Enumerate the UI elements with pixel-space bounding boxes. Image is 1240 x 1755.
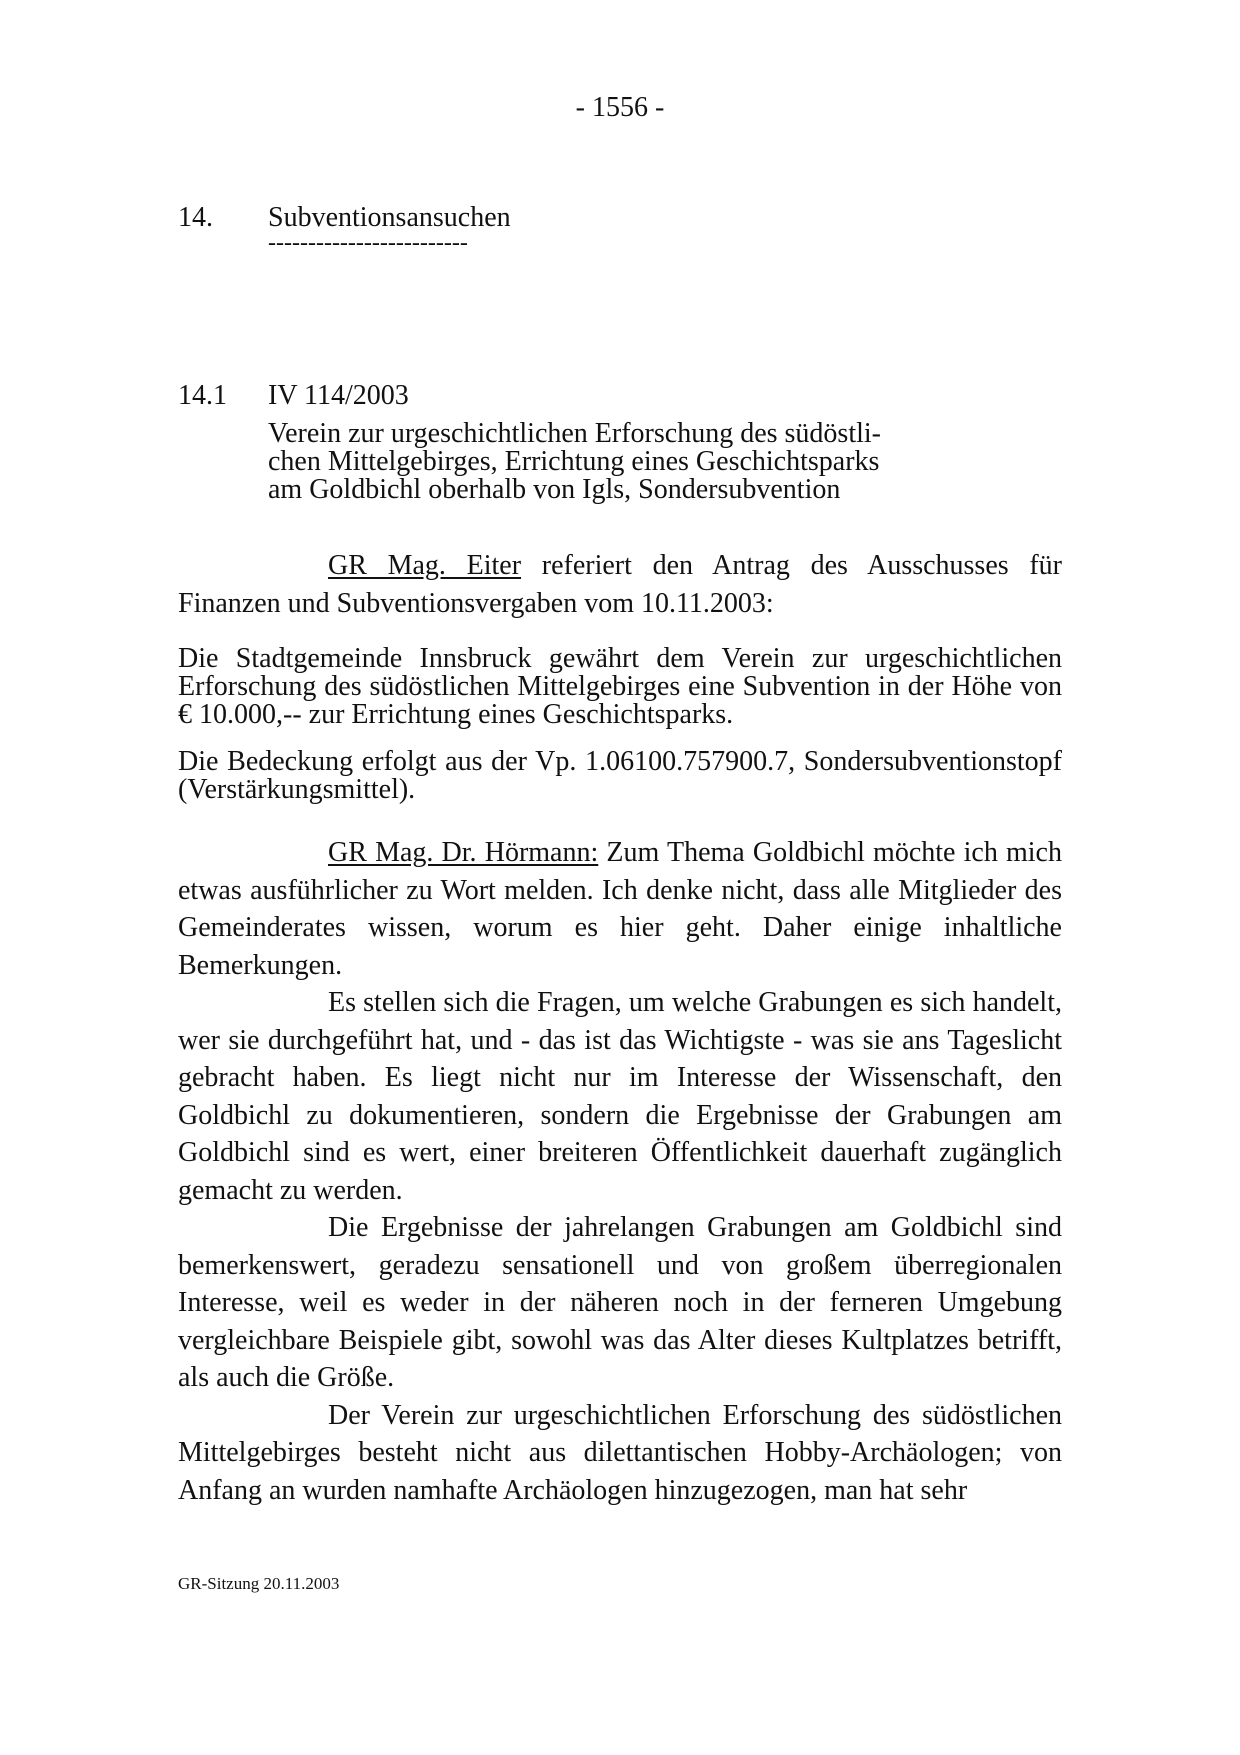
subsection-description	[268, 420, 948, 504]
subsection-number: 14.1	[178, 380, 227, 411]
description-line: Verein zur urgeschichtlichen Erforschung des südöstli-	[268, 418, 881, 449]
coverage-paragraph: Die Bedeckung erfolgt aus der Vp. 1.06100.757900.7, Sondersubventionstopf (Verstärkungsmittel).	[178, 746, 1062, 805]
intro-text: referiert den Antrag des Ausschusses für Finanzen und Subventionsvergaben vom 10.11.2003:	[178, 550, 1063, 619]
subsection-reference: IV 114/2003	[268, 380, 409, 411]
speech-paragraph: Der Verein zur urgeschichtlichen Erforschung des südöstlichen Mittelgebirges besteht nicht aus dilettantischen Hobby-Archäologen; von Anfang an wurden namhafte Archäologen hinzugezogen, man hat sehr	[178, 1399, 1062, 1506]
description-line: chen Mittelgebirges, Errichtung eines Geschichtsparks	[268, 446, 880, 477]
description-line: am Goldbichl oberhalb von Igls, Sondersubvention	[268, 474, 841, 505]
speech-paragraph	[178, 834, 1062, 984]
footer-session-date: GR-Sitzung 20.11.2003	[178, 1574, 340, 1593]
speaker-hoermann: GR Mag. Dr. Hörmann:	[328, 837, 599, 868]
speech-paragraph: Die Ergebnisse der jahrelangen Grabungen am Goldbichl sind bemerkenswert, geradezu sensationell und von großem überregionalen Interesse, weil es weder in der näheren noch in der ferneren Umgebung vergleichbare Beispiele gibt, sowohl was das Alter dieses Kultplatzes betrifft, als auch die Größe.	[178, 1212, 1062, 1393]
page-number: - 1556 -	[575, 92, 665, 123]
intro-paragraph	[178, 547, 1062, 622]
section-number: 14.	[178, 202, 213, 233]
speech-text: Zum Thema Goldbichl möchte ich mich etwas ausführlicher zu Wort melden. Ich denke nicht, dass alle Mitglieder des Gemeinderates wissen, worum es hier geht. Daher einige inhaltliche Bemerkungen.	[178, 837, 1062, 981]
speech-paragraph: Es stellen sich die Fragen, um welche Grabungen es sich handelt, wer sie durchgeführt hat, und - das ist das Wichtigste - was sie ans Tageslicht gebracht haben. Es liegt nicht nur im Interesse der Wissenschaft, den Goldbichl zu dokumentieren, sondern die Ergebnisse der Grabungen am Goldbichl sind es wert, einer breiteren Öffentlichkeit dauerhaft zugänglich gemacht zu werden.	[178, 987, 1062, 1206]
speaker-eiter: GR Mag. Eiter	[328, 550, 522, 581]
speech-block	[178, 834, 1062, 1509]
section-title-rule: -------------------------	[268, 230, 468, 256]
section-title: Subventionsansuchen	[268, 202, 511, 233]
motion-paragraph: Die Stadtgemeinde Innsbruck gewährt dem Verein zur urgeschichtlichen Erforschung des südöstlichen Mittelgebirges eine Subvention in der Höhe von € 10.000,-- zur Errichtung eines Geschichtsparks.	[178, 643, 1062, 730]
